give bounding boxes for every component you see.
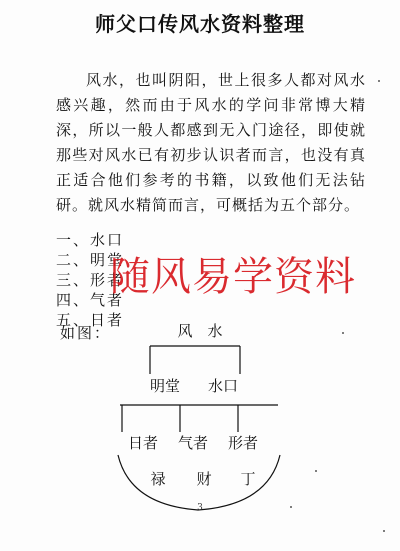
diagram-bottom-cai: 财: [196, 470, 212, 488]
scan-speck: [290, 506, 292, 508]
list-item: 三、形者: [56, 271, 125, 289]
diagram-node-xingzhe: 形者: [227, 434, 259, 452]
diagram-bottom-ding: 丁: [240, 470, 256, 488]
diagram-node-shuikou: 水口: [207, 377, 239, 395]
list-item: 五、日者: [56, 311, 125, 329]
scan-speck: [383, 530, 385, 532]
list-item: 二、明堂: [56, 251, 125, 269]
list-item: 四、气者: [56, 291, 125, 309]
diagram-node-mingtang: 明堂: [149, 377, 181, 395]
watermark-text: 随风易学资料: [110, 254, 356, 300]
diagram-root: 风 水: [177, 322, 223, 340]
diagram-node-qizhe: 气者: [177, 434, 209, 452]
scan-speck: [378, 80, 380, 82]
scan-speck: [315, 470, 317, 472]
page-title: 师父口传风水资料整理: [95, 12, 305, 36]
diagram-bottom-lu: 禄: [150, 470, 166, 488]
intro-paragraph: 风水，也叫阴阳，世上很多人都对风水感兴趣，然而由于风水的学问非常博大精深，所以一般人都感到无入门途径，即使就那些对风水已有初步认识者而言，也没有真正适合他们参考的书籍，以致他们无法钻研。就风水精简而言，可概括为五个部分。: [56, 71, 366, 214]
scan-speck: [342, 332, 344, 334]
diagram-node-rizhe: 日者: [127, 434, 159, 452]
list-item: 一、水口: [56, 231, 125, 249]
figure-label: 如图：: [60, 324, 112, 342]
page-number: 3: [197, 503, 203, 513]
